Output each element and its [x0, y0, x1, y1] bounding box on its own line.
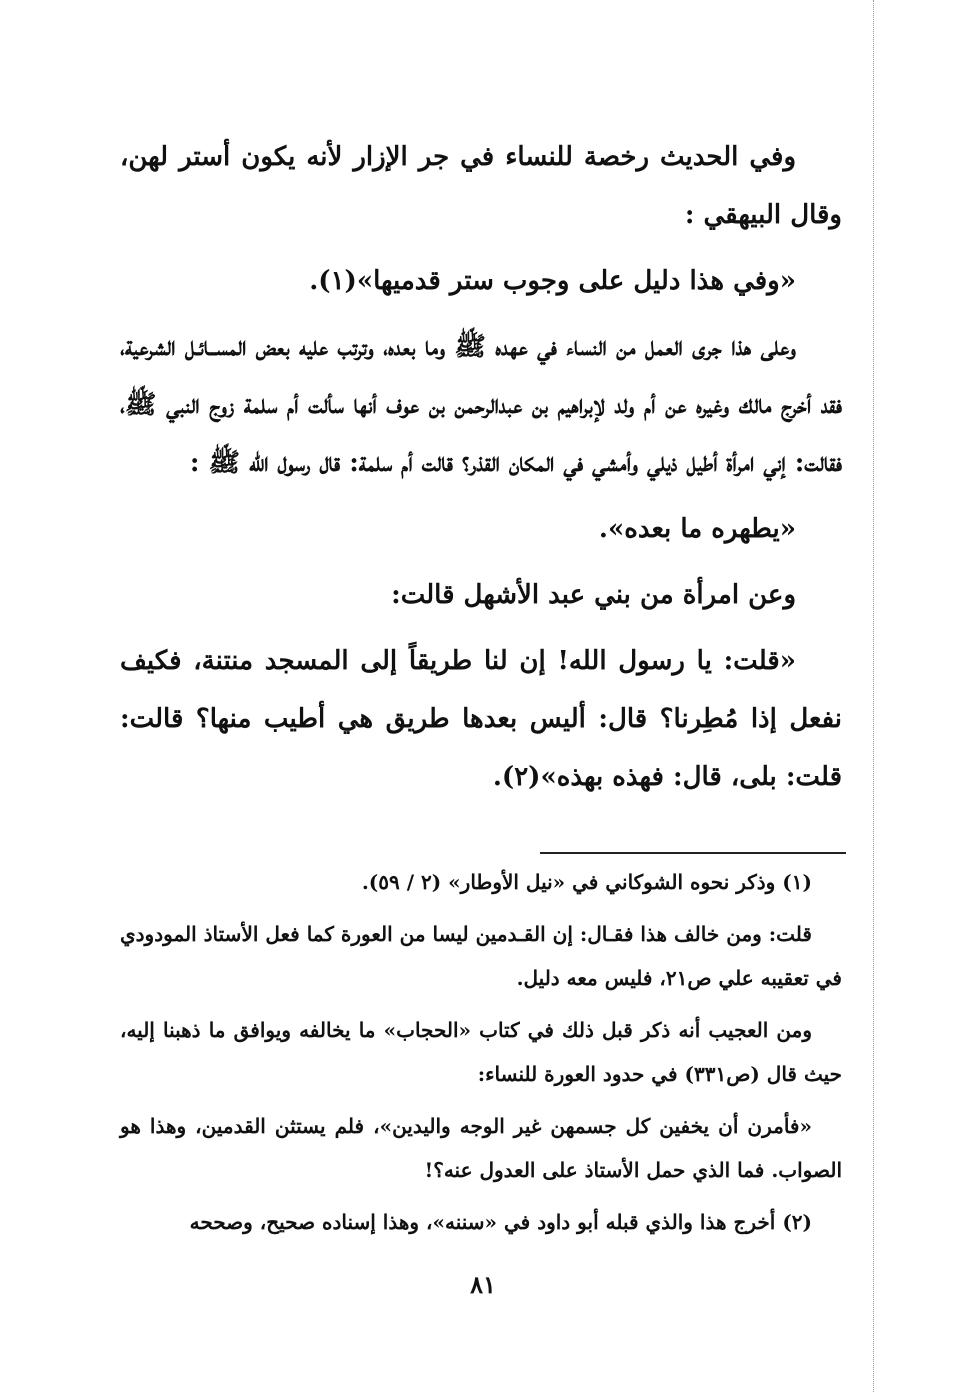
footnotes	[120, 860, 842, 1252]
footnote-2: (٢) أخرج هذا والذي قبله أبو داود في «سننه»، وهذا إسناده صحيح، وصححه	[189, 1210, 812, 1234]
paragraph-4-quote: «يطهره ما بعده».	[598, 514, 796, 544]
paragraph-6-quote: «قلت: يا رسول الله! إن لنا طريقاً إلى المسجد منتنة، فكيف نفعل إذا مُطِرنا؟ قال: أليس بعدها طريق هي أطيب منها؟ قالت: قلت: بلى، قال: فهذه بهذه»(٢).	[120, 646, 842, 792]
footnote-divider	[540, 852, 846, 854]
paragraph-1: وفي الحديث رخصة للنساء في جر الإزار لأنه يكون أستر لهن، وقال البيهقي :	[120, 142, 842, 230]
paragraph-3: وعلى هذا جرى العمل من النساء في عهده ﷺ وما بعده، وترتب عليه بعض المســائـل الشرعية، فقد أخرج مالك وغيره عن أم ولد لإبراهيم بن عبدالرحمن بن عوف أنها سألت أم سلمة زوج النبي ﷺ، فقالت: إني امرأة أطيل ذيلي وأمشي في المكان القذر؟ قالت أم سلمة: قال رسول الله ﷺ :	[120, 332, 842, 478]
page-number: ٨١	[470, 1270, 496, 1299]
footnote-1-quote: «فأمرن أن يخفين كل جسمهن غير الوجه واليدين»، فلم يستثن القدمين، وهذا هو الصواب. فما الذي حمل الأستاذ على العدول عنه؟!	[120, 1114, 842, 1182]
page-edge-dotted-line	[873, 0, 874, 1392]
footnote-1-comment: قلت: ومن خالف هذا فقـال: إن القـدمين ليسا من العورة كما فعل الأستاذ المودودي في تعقيبه علي ص٢١، فليس معه دليل.	[120, 922, 842, 990]
paragraph-2-quote: «وفي هذا دليل على وجوب ستر قدميها»(١).	[309, 266, 796, 296]
paragraph-5: وعن امرأة من بني عبد الأشهل قالت:	[391, 580, 796, 610]
footnote-1-comment-2: ومن العجيب أنه ذكر قبل ذلك في كتاب «الحجاب» ما يخالفه ويوافق ما ذهبنا إليه، حيث قال (ص٣٣١) في حدود العورة للنساء:	[120, 1018, 842, 1086]
main-text	[120, 128, 842, 806]
footnote-1: (١) وذكر نحوه الشوكاني في «نيل الأوطار» (٢ / ٥٩).	[361, 870, 812, 894]
